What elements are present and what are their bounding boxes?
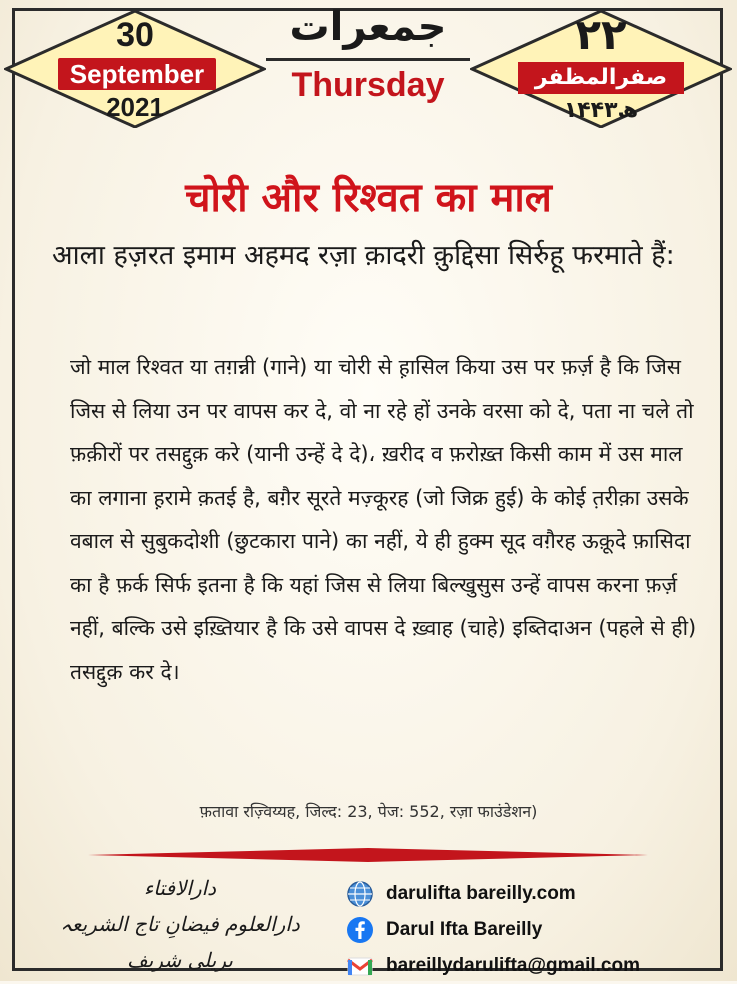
footer-line-3: بریلی شریف: [127, 948, 233, 972]
hijri-day: ۲۲: [575, 10, 627, 59]
website-link[interactable]: darulifta bareilly.com: [386, 883, 576, 904]
gregorian-date-diamond: [4, 10, 266, 128]
weekday-english: Thursday: [291, 66, 445, 104]
gregorian-year: 2021: [106, 92, 164, 122]
facebook-link[interactable]: Darul Ifta Bareilly: [386, 919, 543, 940]
website-row[interactable]: [346, 876, 640, 912]
footer-institution: [30, 870, 330, 978]
facebook-row[interactable]: [346, 912, 640, 948]
facebook-icon: [346, 916, 374, 944]
gmail-icon: [346, 952, 374, 980]
article-source: फ़तावा रज़्विय्यह, जिल्द: 23, पेज: 552, रज़ा फाउंडेशन): [199, 802, 538, 821]
header-divider: [266, 58, 470, 61]
weekday-urdu: جمعرات: [289, 4, 447, 50]
footer-line-1: دارالافتاء: [143, 876, 217, 900]
article-body: जो माल रिश्वत या तग़न्नी (गाने) या चोरी से ह़ासिल किया उस पर फ़र्ज़ है कि जिस जिस से लिया उन पर वापस कर दे, वो ना रहे हों उनके वरसा को दे, पता ना चले तो फ़क़ीरों पर तसद्दुक़ करे (यानी उन्हें दे दे)، ख़रीद व फ़रोख़्त किसी काम में उस माल का लगाना ह़रामे क़तई है, बग़ैर सूरते मज़्कूरह (जो जिक्र हुई) के कोई त़रीक़ा उसके वबाल से सुबुकदोशी (छुटकारा पाने) का नहीं, ये ही हुक्म सूद वग़ैरह ऊक़ूदे फ़ासिदा का है फ़र्क सिर्फ इतना है कि यहां जिस से लिया बिल्खुसुस उन्हें वापस करना फ़र्ज़ नहीं, बल्कि उसे इख़्तियार है कि उसे वापस दे ख़्वाह (चाहे) इब्तिदाअन (पहले से ही) तसद्दुक़ कर दे।: [70, 355, 697, 684]
email-link[interactable]: bareillydarulifta@gmail.com: [386, 955, 640, 976]
hijri-year: ۱۴۴۳ھ: [563, 98, 639, 123]
footer-line-2: دارالعلوم فیضانِ تاج الشریعہ: [60, 912, 300, 936]
gregorian-month: September: [69, 59, 205, 89]
hijri-month: صفرالمظفر: [534, 65, 668, 90]
globe-icon: [346, 880, 374, 908]
red-divider: [88, 848, 648, 862]
article-subtitle: आला हज़रत इमाम अहमद रज़ा क़ादरी क़ुद्दिसा सिर्रुहू फरमाते हैं:: [52, 240, 675, 271]
contact-list: [346, 876, 640, 984]
hijri-date-diamond: [470, 10, 732, 128]
email-row[interactable]: [346, 948, 640, 984]
article-title: चोरी और रिश्वत का माल: [185, 175, 552, 221]
gregorian-day: 30: [116, 16, 154, 54]
